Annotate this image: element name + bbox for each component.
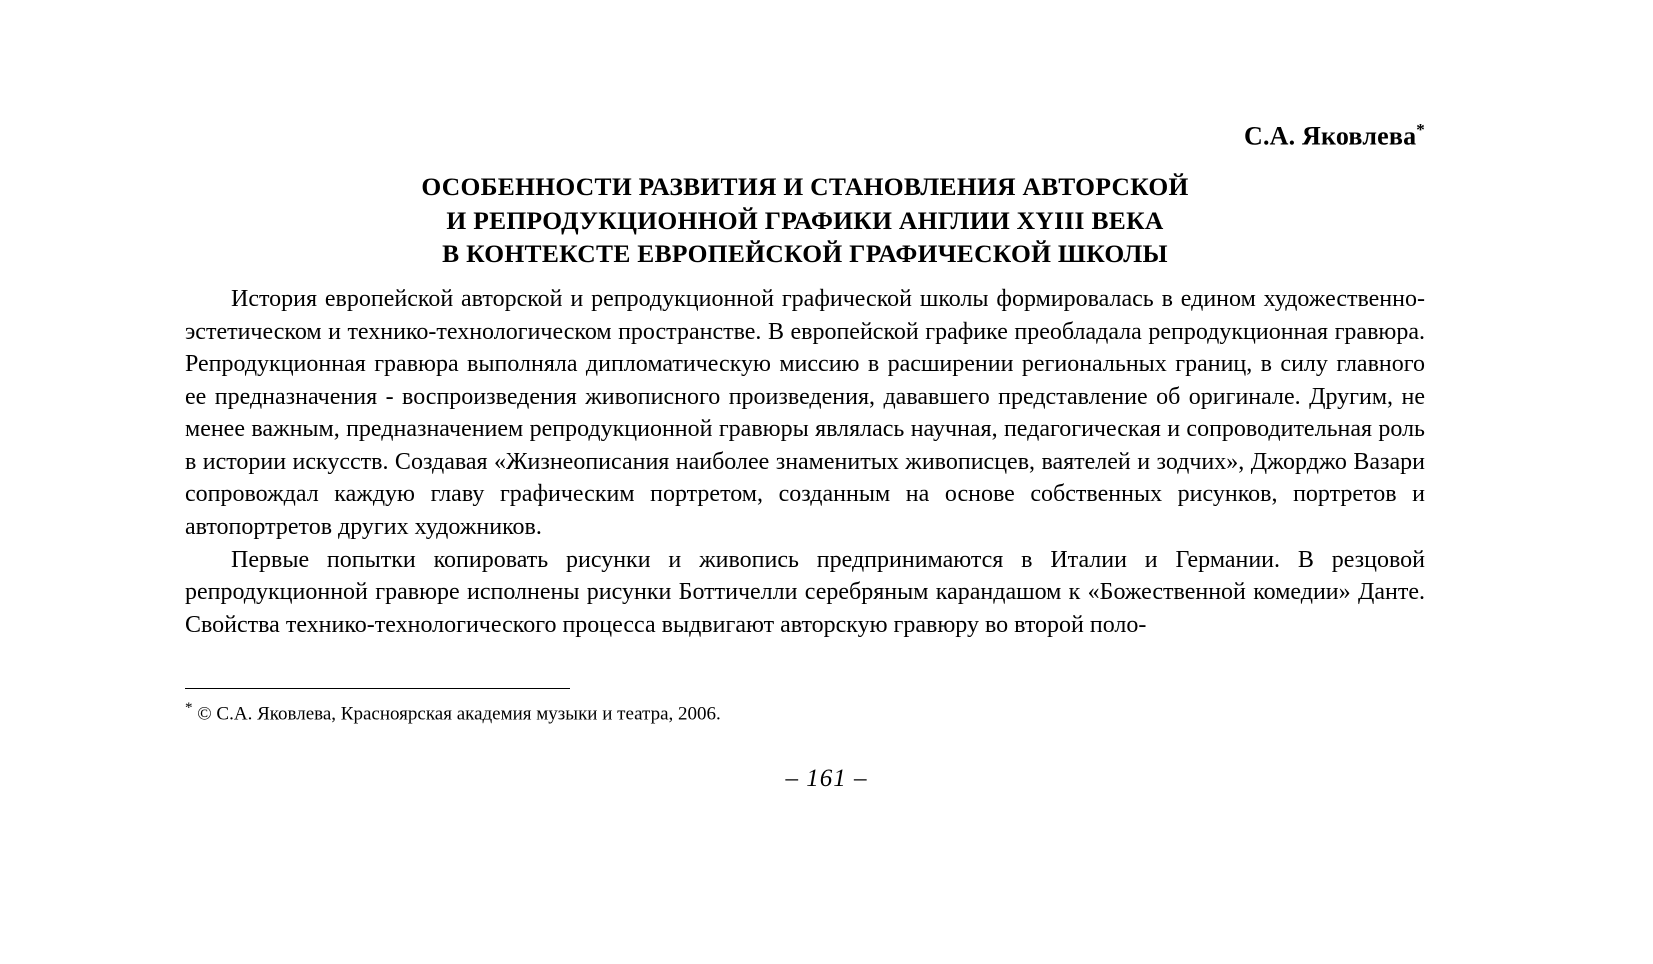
page-title <box>185 170 1425 272</box>
author-byline <box>185 120 1425 152</box>
footnote-marker: * <box>185 700 193 716</box>
body-paragraph: Первые попытки копировать рисунки и живопись предпринимаются в Италии и Германии. В резцовой репродукционной гравюре исполнены рисунки Боттичелли серебряным карандашом к «Божественной комедии» Данте. Свойства технико-технологического процесса выдвигают авторскую гравюру во второй поло- <box>185 546 1425 638</box>
footnote-area <box>185 688 1425 727</box>
footnote-text <box>185 699 1425 727</box>
title-line-2: И РЕПРОДУКЦИОННОЙ ГРАФИКИ АНГЛИИ XYIII ВЕКА <box>446 205 1164 235</box>
author-footnote-marker: * <box>1416 120 1425 139</box>
author-name: С.А. Яковлева <box>1244 121 1417 151</box>
footnote-separator-rule <box>185 688 570 689</box>
page-number: – 161 – <box>785 765 868 792</box>
footnote-content: © С.А. Яковлева, Красноярская академия музыки и театра, 2006. <box>197 703 721 725</box>
body-paragraph: История европейской авторской и репродукционной графической школы формировалась в едином художественно-эстетическом и технико-технологическом пространстве. В европейской графике преобладала репродукционная гравюра. Репродукционная гравюра выполняла дипломатическую миссию в расширении региональных границ, в силу главного ее предназначения - воспроизведения живописного произведения, дававшего представление об оригинале. Другим, не менее важным, предназначением репродукционной гравюры являлась научная, педагогическая и сопроводительная роль в истории искусств. Создавая «Жизнеописания наиболее знаменитых живописцев, ваятелей и зодчих», Джорджо Вазари сопровождал каждую главу графическим портретом, созданным на основе собственных рисунков, портретов и автопортретов других художников. <box>185 286 1425 540</box>
title-line-3: В КОНТЕКСТЕ ЕВРОПЕЙСКОЙ ГРАФИЧЕСКОЙ ШКОЛЫ <box>442 239 1168 269</box>
title-line-1: ОСОБЕННОСТИ РАЗВИТИЯ И СТАНОВЛЕНИЯ АВТОРСКОЙ <box>421 171 1189 201</box>
